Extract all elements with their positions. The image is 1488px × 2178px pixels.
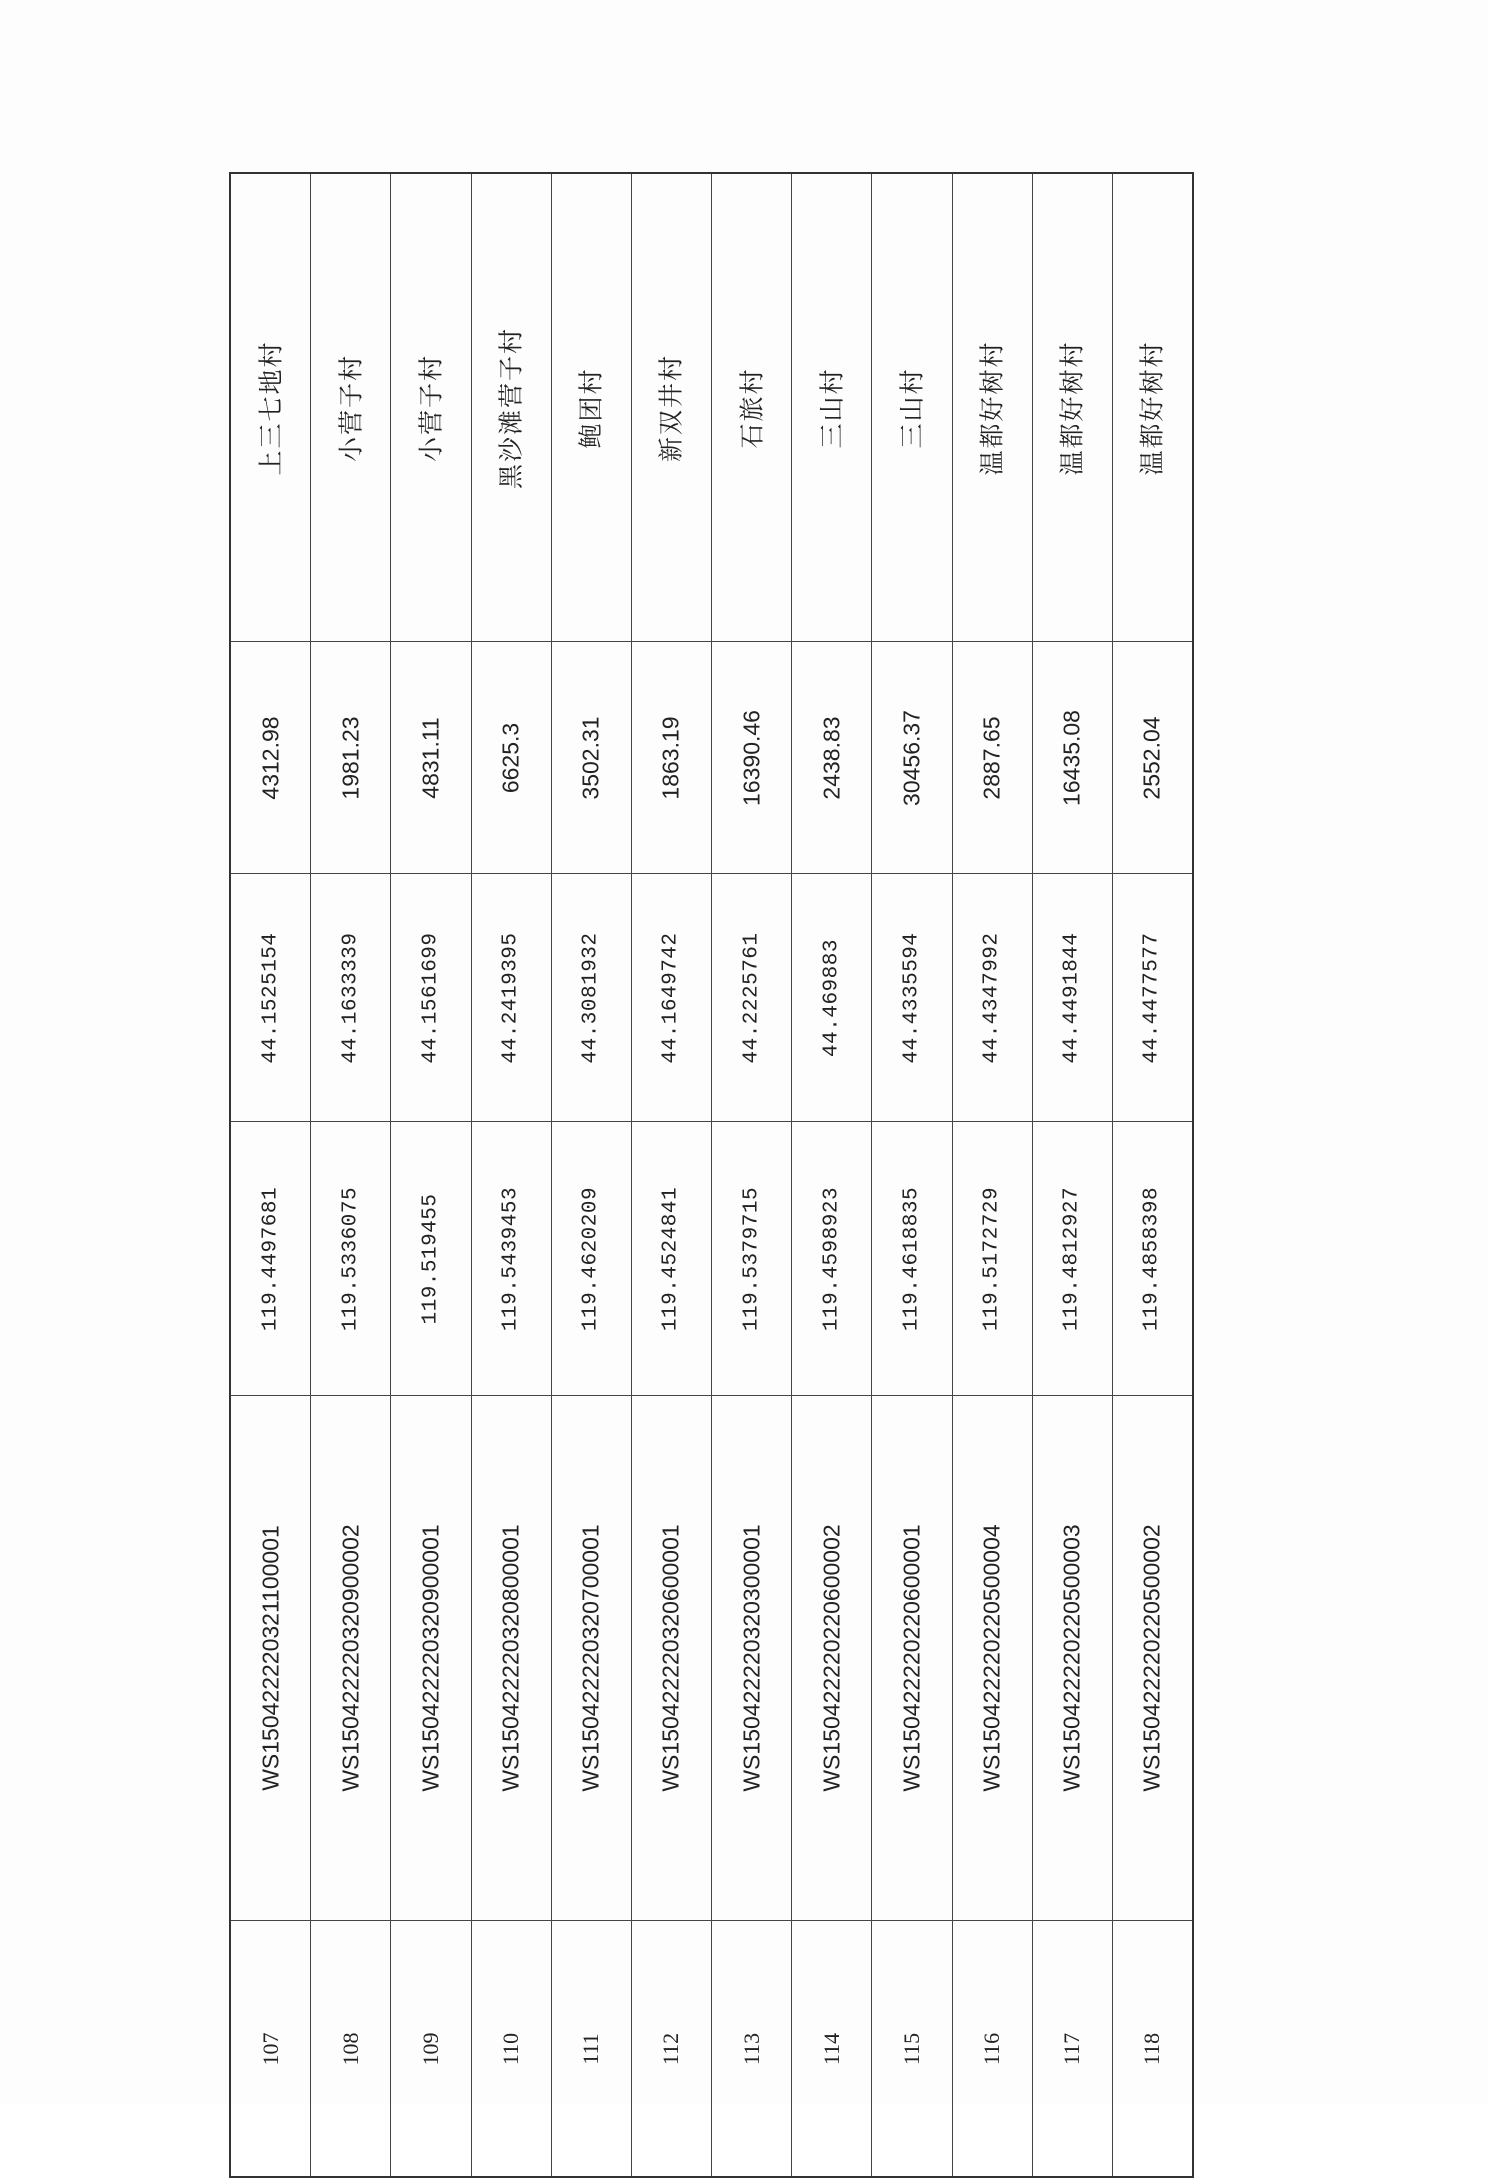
seq-number: 116 (979, 2032, 1005, 2065)
longitude-cell (632, 1121, 711, 1395)
village-cell (792, 174, 871, 641)
table-row (1112, 174, 1192, 2176)
area-cell (872, 641, 951, 873)
seq-number: 118 (1139, 2032, 1165, 2065)
code-cell (953, 1395, 1032, 1920)
table-row (631, 174, 711, 2176)
latitude-value: 44.1649742 (659, 931, 683, 1064)
code-cell (1033, 1395, 1112, 1920)
area-cell (472, 641, 551, 873)
area-cell (311, 641, 390, 873)
area-cell (231, 641, 310, 873)
code-cell (391, 1395, 470, 1920)
village-cell (311, 174, 390, 641)
latitude-cell (712, 873, 791, 1121)
table-row (390, 174, 470, 2176)
code-cell (632, 1395, 711, 1920)
seq-number: 108 (337, 2032, 363, 2065)
area-value: 6625.3 (497, 722, 524, 793)
longitude-cell (953, 1121, 1032, 1395)
latitude-value: 44.1525154 (259, 931, 283, 1064)
code-value: WS150422220320700001 (577, 1524, 604, 1792)
table-row (471, 174, 551, 2176)
seq-number: 115 (898, 2032, 924, 2065)
area-cell (1113, 641, 1192, 873)
latitude-value: 44.4491844 (1060, 931, 1084, 1064)
table-row (310, 174, 390, 2176)
seq-cell (391, 1920, 470, 2176)
area-value: 16435.08 (1058, 709, 1085, 806)
latitude-value: 44.4347992 (980, 931, 1004, 1064)
village-name: 上三七地村 (256, 339, 286, 476)
code-cell (792, 1395, 871, 1920)
longitude-value: 119.519455 (419, 1192, 443, 1325)
latitude-cell (472, 873, 551, 1121)
seq-cell (231, 1920, 310, 2176)
village-name: 黑沙滩营子村 (496, 326, 526, 489)
village-cell (231, 174, 310, 641)
seq-number: 110 (498, 2032, 524, 2065)
table-row (551, 174, 631, 2176)
seq-cell (1113, 1920, 1192, 2176)
table-row (791, 174, 871, 2176)
latitude-cell (1033, 873, 1112, 1121)
code-value: WS150422220320300001 (738, 1524, 765, 1792)
code-value: WS150422220220500003 (1058, 1524, 1085, 1792)
code-value: WS150422220220500004 (978, 1524, 1005, 1792)
longitude-value: 119.4858398 (1140, 1186, 1164, 1331)
code-value: WS150422220320900001 (417, 1524, 444, 1792)
latitude-value: 44.3081932 (579, 931, 603, 1064)
seq-cell (552, 1920, 631, 2176)
village-name: 温都好树村 (977, 339, 1007, 476)
latitude-value: 44.4335594 (900, 931, 924, 1064)
village-name: 温都好树村 (1137, 339, 1167, 476)
village-cell (1113, 174, 1192, 641)
seq-number: 112 (658, 2032, 684, 2065)
village-cell (712, 174, 791, 641)
code-value: WS150422220220600001 (898, 1524, 925, 1792)
table-row (1032, 174, 1112, 2176)
longitude-cell (311, 1121, 390, 1395)
village-name: 三山村 (897, 366, 927, 449)
area-value: 2552.04 (1138, 715, 1165, 800)
village-name: 温都好树村 (1057, 339, 1087, 476)
village-cell (552, 174, 631, 641)
seq-cell (712, 1920, 791, 2176)
seq-cell (872, 1920, 951, 2176)
latitude-cell (1113, 873, 1192, 1121)
seq-number: 113 (738, 2032, 764, 2065)
seq-number: 117 (1059, 2032, 1085, 2065)
area-value: 1981.23 (337, 715, 364, 800)
latitude-cell (391, 873, 470, 1121)
longitude-cell (1033, 1121, 1112, 1395)
longitude-cell (1113, 1121, 1192, 1395)
village-cell (872, 174, 951, 641)
longitude-cell (552, 1121, 631, 1395)
area-value: 30456.37 (898, 709, 925, 806)
area-cell (632, 641, 711, 873)
area-value: 2438.83 (818, 715, 845, 800)
seq-cell (953, 1920, 1032, 2176)
table-row (711, 174, 791, 2176)
village-cell (632, 174, 711, 641)
longitude-value: 119.4598923 (820, 1186, 844, 1331)
village-cell (472, 174, 551, 641)
village-name: 石旅村 (737, 366, 767, 449)
longitude-cell (792, 1121, 871, 1395)
code-value: WS150422220320900002 (337, 1524, 364, 1792)
longitude-value: 119.4497681 (259, 1186, 283, 1331)
longitude-value: 119.4812927 (1060, 1186, 1084, 1331)
village-cell (1033, 174, 1112, 641)
latitude-cell (953, 873, 1032, 1121)
longitude-value: 119.5379715 (740, 1186, 764, 1331)
area-value: 2887.65 (978, 715, 1005, 800)
latitude-cell (632, 873, 711, 1121)
latitude-value: 44.4477577 (1140, 931, 1164, 1064)
longitude-cell (712, 1121, 791, 1395)
code-value: WS150422220321100001 (257, 1525, 284, 1791)
latitude-value: 44.1633339 (339, 931, 363, 1064)
code-value: WS150422220320800001 (497, 1524, 524, 1792)
code-cell (872, 1395, 951, 1920)
longitude-value: 119.4524841 (659, 1186, 683, 1331)
seq-number: 114 (818, 2032, 844, 2065)
latitude-cell (552, 873, 631, 1121)
latitude-value: 44.469883 (820, 938, 844, 1057)
longitude-value: 119.5336075 (339, 1186, 363, 1331)
code-cell (712, 1395, 791, 1920)
area-value: 4831.11 (417, 716, 444, 799)
seq-cell (632, 1920, 711, 2176)
longitude-cell (472, 1121, 551, 1395)
area-value: 1863.19 (657, 715, 684, 800)
village-cell (953, 174, 1032, 641)
code-value: WS150422220220600002 (818, 1524, 845, 1792)
area-cell (391, 641, 470, 873)
seq-cell (1033, 1920, 1112, 2176)
latitude-value: 44.2419395 (499, 931, 523, 1064)
area-cell (552, 641, 631, 873)
latitude-cell (792, 873, 871, 1121)
code-cell (311, 1395, 390, 1920)
area-cell (792, 641, 871, 873)
longitude-cell (391, 1121, 470, 1395)
village-name: 鲍团村 (576, 366, 606, 449)
code-value: WS150422220220500002 (1138, 1524, 1165, 1792)
longitude-value: 119.5172729 (980, 1186, 1004, 1331)
seq-number: 111 (578, 2032, 604, 2065)
data-table (229, 172, 1194, 2178)
code-cell (472, 1395, 551, 1920)
latitude-cell (231, 873, 310, 1121)
longitude-value: 119.4618835 (900, 1186, 924, 1331)
seq-cell (792, 1920, 871, 2176)
code-cell (1113, 1395, 1192, 1920)
area-value: 4312.98 (257, 715, 284, 800)
seq-number: 109 (417, 2032, 443, 2065)
area-value: 3502.31 (577, 715, 604, 800)
code-cell (231, 1395, 310, 1920)
table-row (231, 174, 310, 2176)
latitude-value: 44.2225761 (740, 931, 764, 1064)
village-name: 小营子村 (336, 353, 366, 462)
longitude-value: 119.4620209 (579, 1186, 603, 1331)
latitude-cell (311, 873, 390, 1121)
seq-cell (472, 1920, 551, 2176)
table-row (871, 174, 951, 2176)
code-cell (552, 1395, 631, 1920)
seq-number: 107 (257, 2032, 283, 2065)
village-cell (391, 174, 470, 641)
village-name: 小营子村 (416, 353, 446, 462)
code-value: WS150422220320600001 (657, 1524, 684, 1792)
latitude-cell (872, 873, 951, 1121)
area-value: 16390.46 (738, 709, 765, 806)
longitude-cell (231, 1121, 310, 1395)
table-row (952, 174, 1032, 2176)
longitude-cell (872, 1121, 951, 1395)
seq-cell (311, 1920, 390, 2176)
area-cell (953, 641, 1032, 873)
area-cell (1033, 641, 1112, 873)
latitude-value: 44.1561699 (419, 931, 443, 1064)
area-cell (712, 641, 791, 873)
longitude-value: 119.5439453 (499, 1186, 523, 1331)
village-name: 三山村 (817, 366, 847, 449)
village-name: 新双井村 (656, 353, 686, 462)
